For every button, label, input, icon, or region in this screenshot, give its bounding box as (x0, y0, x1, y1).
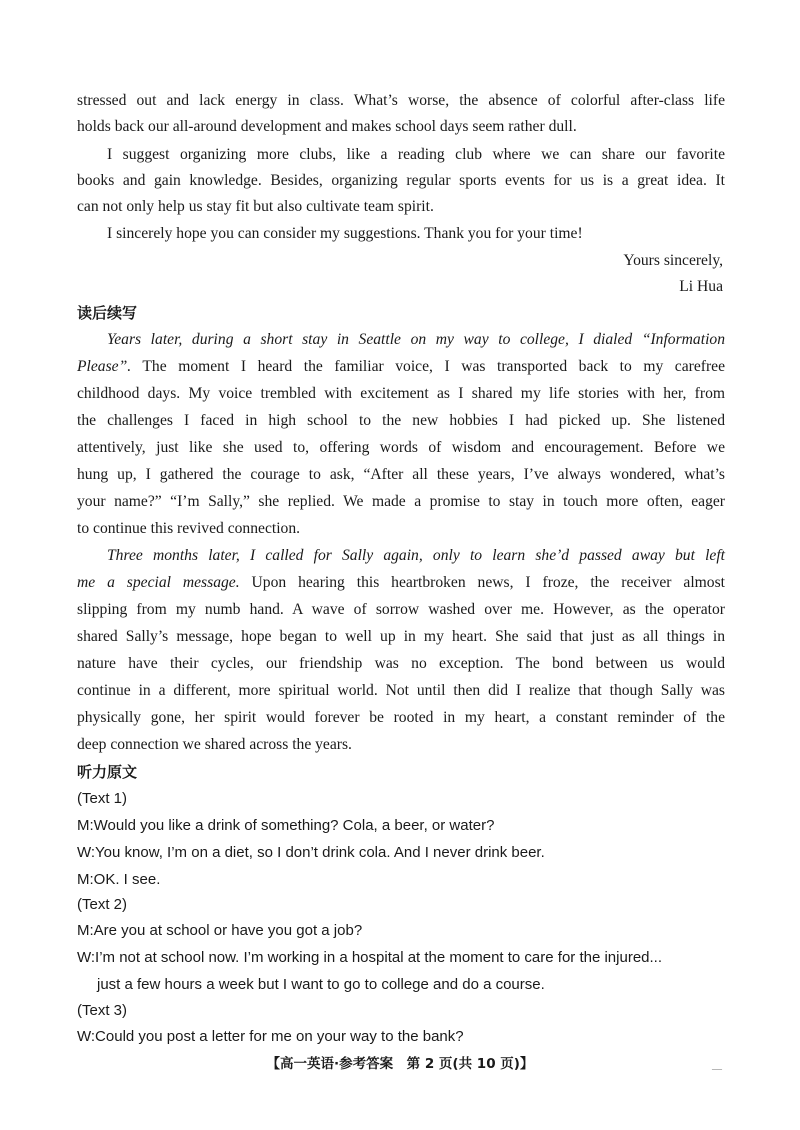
story-line: shared Sally’s message, hope began to well up in my heart. She said that just as all things in (77, 628, 725, 645)
transcript-line: W:I’m not at school now. I’m working in a hospital at the moment to care for the injured... (77, 949, 662, 966)
story-line: your name?” “I’m Sally,” she replied. We made a promise to stay in touch more often, eager (77, 493, 725, 510)
section-heading-continuation: 读后续写 (77, 304, 138, 322)
transcript-label: (Text 3) (77, 1002, 128, 1019)
letter-line: stressed out and lack energy in class. What’s worse, the absence of colorful after-class life (77, 92, 725, 109)
transcript-line: just a few hours a week but I want to go to college and do a course. (97, 976, 545, 993)
story-italic-text: Please”. (77, 358, 132, 375)
story-line: physically gone, her spirit would forever be rooted in my heart, a constant reminder of the (77, 709, 725, 726)
story-text: The moment I heard the familiar voice, I was transported back to my carefree (131, 358, 725, 375)
transcript-line: M:Would you like a drink of something? Cola, a beer, or water? (77, 817, 495, 834)
story-line: the challenges I faced in high school to the new hobbies I had picked up. She listened (77, 412, 725, 429)
story-line: slipping from my numb hand. A wave of sorrow washed over me. However, as the operator (77, 601, 725, 618)
letter-line: can not only help us stay fit but also cultivate team spirit. (77, 198, 434, 215)
transcript-label: (Text 2) (77, 896, 128, 913)
letter-line: I suggest organizing more clubs, like a reading club where we can share our favorite (107, 146, 725, 163)
transcript-line: M:OK. I see. (77, 871, 161, 888)
transcript-line: W:You know, I’m on a diet, so I don’t drink cola. And I never drink beer. (77, 844, 545, 861)
story-line: hung up, I gathered the courage to ask, “After all these years, I’ve always wondered, what’s (77, 466, 725, 483)
story-line: nature have their cycles, our friendship was no exception. The bond between us would (77, 655, 725, 672)
story-line: continue in a different, more spiritual world. Not until then did I realize that though Sally was (77, 682, 725, 699)
story-line: attentively, just like she used to, offering words of wisdom and encouragement. Before we (77, 439, 725, 456)
story-line (77, 354, 725, 380)
story-line: to continue this revived connection. (77, 520, 301, 537)
letter-line: books and gain knowledge. Besides, organizing regular sports events for us is a great idea. It (77, 172, 725, 189)
letter-line: holds back our all-around development and makes school days seem rather dull. (77, 118, 577, 135)
footer-mark: — (712, 1064, 722, 1075)
page-footer: 【高一英语·参考答案 第 2 页(共 10 页)】 (266, 1056, 534, 1072)
story-italic-text: me a special message. (77, 574, 240, 591)
transcript-line: W:Could you post a letter for me on your way to the bank? (77, 1028, 464, 1045)
letter-closing: Yours sincerely, (623, 252, 723, 269)
letter-line: I sincerely hope you can consider my suggestions. Thank you for your time! (107, 225, 583, 242)
story-line: Three months later, I called for Sally again, only to learn she’d passed away but left (107, 547, 725, 564)
story-line: deep connection we shared across the years. (77, 736, 352, 753)
story-line (77, 570, 725, 596)
story-line: Years later, during a short stay in Seattle on my way to college, I dialed “Information (107, 331, 725, 348)
section-heading-listening: 听力原文 (77, 763, 138, 781)
letter-signature: Li Hua (679, 278, 723, 295)
story-text: Upon hearing this heartbroken news, I froze, the receiver almost (239, 574, 725, 591)
story-line: childhood days. My voice trembled with excitement as I shared my life stories with her, from (77, 385, 725, 402)
transcript-label: (Text 1) (77, 790, 128, 807)
transcript-line: M:Are you at school or have you got a job? (77, 922, 363, 939)
